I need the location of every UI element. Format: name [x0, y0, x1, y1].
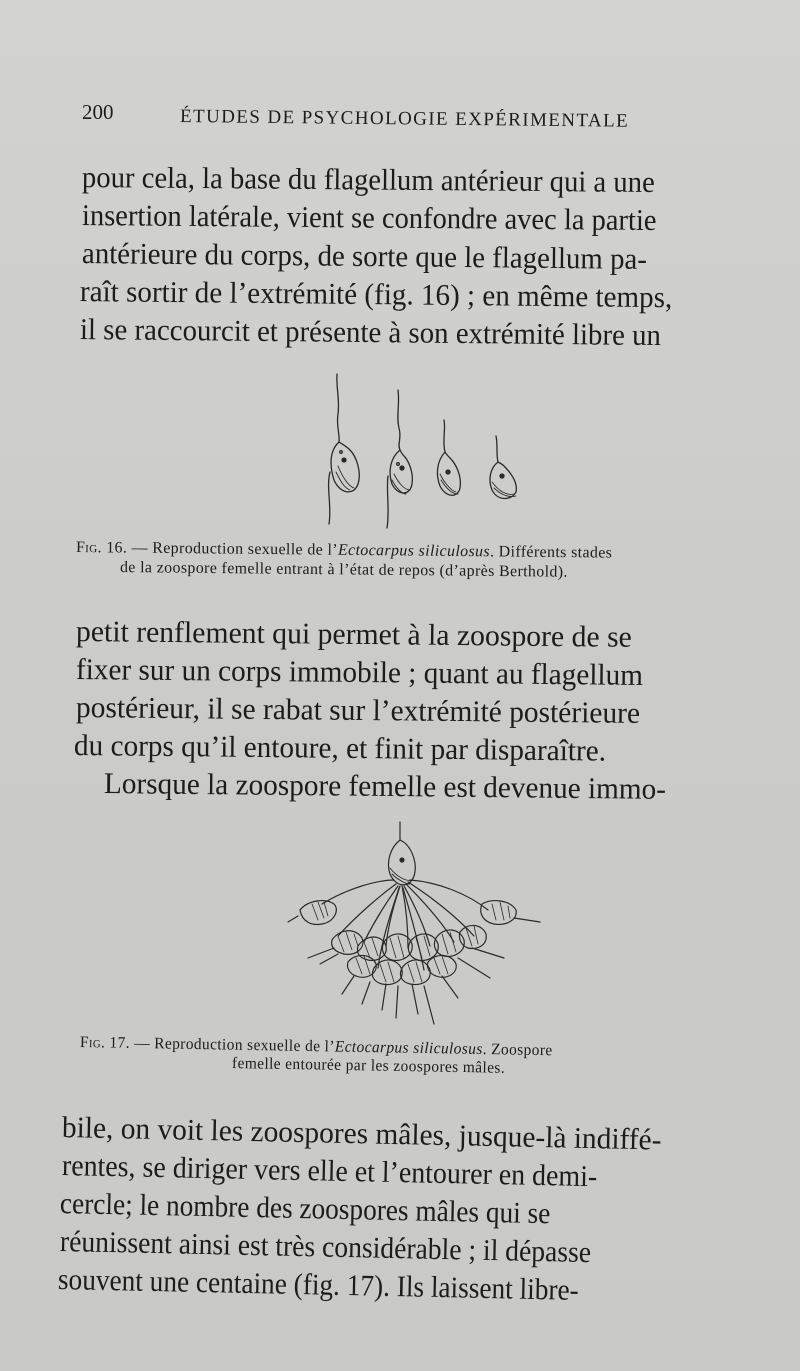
- text-line: bile, on voit les zoospores mâles, jusque-là indiffé-: [61, 1111, 662, 1157]
- caption-text: . Différents stades: [489, 543, 613, 562]
- figure-label: Fig. 16.: [75, 539, 128, 557]
- text-line: du corps qu’il entoure, et finit par disparaître.: [73, 729, 607, 768]
- page-number: 200: [82, 100, 114, 124]
- text-line: cercle; le nombre des zoospores mâles qui se: [59, 1187, 551, 1231]
- caption-text: — Reproduction sexuelle de l’: [129, 1034, 335, 1056]
- text-line: fixer sur un corps immobile ; quant au flagellum: [75, 653, 644, 692]
- text-line: réunissent ainsi est très considérable ; il dépasse: [59, 1225, 592, 1270]
- figure-17-illustration: [278, 818, 548, 1033]
- caption-text: — Reproduction sexuelle de l’: [127, 539, 339, 559]
- caption-line: de la zoospore femelle entrant à l’état de repos (d’après Berthold).: [119, 559, 568, 581]
- text-line: insertion latérale, vient se confondre avec la partie: [81, 199, 657, 238]
- species-name: Ectocarpus siliculosus: [334, 1038, 483, 1059]
- running-head: [82, 100, 722, 130]
- text-line: il se raccourcit et présente à son extrémité libre un: [79, 313, 662, 353]
- text-line: souvent une centaine (fig. 17). Ils laissent libre-: [57, 1263, 580, 1307]
- text-line: rentes, se diriger vers elle et l’entourer en demi-: [61, 1149, 598, 1194]
- text-line: Lorsque la zoospore femelle est devenue immo-: [103, 767, 667, 806]
- caption-text: . Zoospore: [482, 1041, 553, 1060]
- text-line: pour cela, la base du flagellum antérieur qui a une: [81, 161, 655, 199]
- text-line: postérieur, il se rabat sur l’extrémité postérieure: [75, 691, 641, 730]
- text-line: petit renflement qui permet à la zoospore de se: [75, 615, 632, 654]
- species-name: Ectocarpus siliculosus: [337, 541, 491, 561]
- figure-label: Fig. 17.: [79, 1034, 131, 1052]
- text-line: antérieure du corps, de sorte que le flagellum pa-: [81, 237, 648, 276]
- figure-16-illustration: [310, 368, 540, 533]
- text-line: raît sortir de l’extrémité (fig. 16) ; en même temps,: [79, 275, 673, 315]
- caption-line: femelle entourée par les zoospores mâles.: [231, 1055, 506, 1077]
- running-title: ÉTUDES DE PSYCHOLOGIE EXPÉRIMENTALE: [179, 106, 630, 132]
